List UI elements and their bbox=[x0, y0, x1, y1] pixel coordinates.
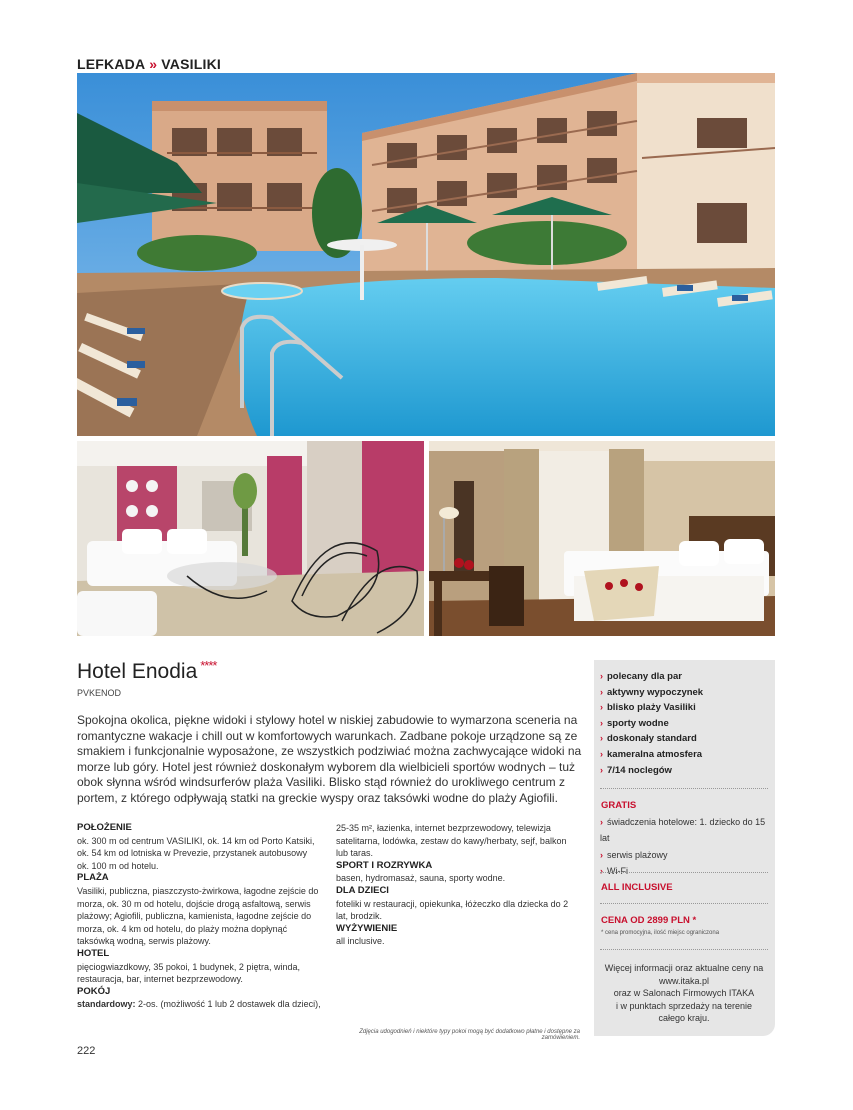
breadcrumb-region: LEFKADA bbox=[77, 56, 146, 72]
page-number: 222 bbox=[77, 1045, 96, 1057]
chevron-right-icon: › bbox=[600, 817, 603, 827]
hotel-name: Hotel Enodia bbox=[77, 660, 198, 683]
feature-list bbox=[600, 669, 703, 778]
rooms-label: standardowy: bbox=[77, 999, 136, 1010]
feature-label: sporty wodne bbox=[607, 717, 669, 729]
star-rating: **** bbox=[200, 658, 217, 673]
feature-item bbox=[600, 763, 703, 779]
feature-label: 7/14 noclegów bbox=[607, 764, 672, 776]
contact-line: oraz w Salonach Firmowych ITAKA bbox=[613, 988, 755, 999]
sport-text: basen, hydromasaż, sauna, sporty wodne. bbox=[336, 873, 506, 884]
beach-text: Vasiliki, publiczna, piaszczysto-żwirkowa, łagodne zejście do morza, ok. 30 m od hotelu, dojście drogą asfaltową, serwis plażowy; Agiofili, publiczna, kamienista, łagodne zejście do morza, ok. 4 km od hotelu, do plaży można dopłynąć taksówką wodną, serwis plażowy. bbox=[77, 885, 319, 947]
gratis-label: świadczenia hotelowe: 1. dziecko do 15 lat bbox=[600, 817, 766, 844]
contact-line: Więcej informacji oraz aktualne ceny na bbox=[604, 963, 764, 973]
divider bbox=[600, 949, 768, 950]
rooms-text-start: 2-os. (możliwość 1 lub 2 dostawek dla dzieci), bbox=[138, 999, 321, 1010]
gratis-heading: GRATIS bbox=[601, 800, 637, 811]
feature-item bbox=[600, 685, 703, 701]
feature-label: polecany dla par bbox=[607, 671, 682, 682]
pool-photo bbox=[77, 73, 775, 436]
gratis-item bbox=[600, 814, 775, 847]
breadcrumb-town: VASILIKI bbox=[161, 56, 221, 72]
feature-label: blisko plaży Vasiliki bbox=[607, 702, 696, 714]
location-text: ok. 300 m od centrum VASILIKI, ok. 14 km od Porto Katsiki, ok. 54 km od lotniska w Prevezie, przystanek autobusowy ok. 100 m od hotelu. bbox=[77, 835, 315, 871]
contact-info bbox=[600, 962, 768, 1025]
food-text: all inclusive. bbox=[336, 936, 385, 947]
feature-item bbox=[600, 747, 703, 763]
details-column-left bbox=[77, 822, 321, 1011]
hotel-text: pięciogwiazdkowy, 35 pokoi, 1 budynek, 2 piętra, winda, restauracja, bar, internet bezprzewodowy. bbox=[77, 961, 300, 985]
footnote: Zdjęcia udogodnień i niektóre typy pokoi mogą być dodatkowo płatne i dostępne za zamówieniem. bbox=[359, 1029, 580, 1041]
lobby-photo bbox=[77, 441, 424, 636]
divider bbox=[600, 903, 768, 904]
location-heading: POŁOŻENIE bbox=[77, 822, 132, 833]
feature-label: doskonały standard bbox=[607, 733, 697, 745]
chevron-right-icon: › bbox=[600, 866, 603, 877]
price-heading: CENA OD 2899 PLN * bbox=[601, 915, 697, 926]
hotel-title bbox=[77, 660, 217, 684]
kids-heading: DLA DZIECI bbox=[336, 884, 389, 896]
feature-item bbox=[600, 669, 703, 685]
breadcrumb bbox=[77, 56, 221, 72]
hotel-description: Spokojna okolica, piękne widoki i stylowy hotel w niskiej zabudowie to wymarzona sceneria na romantyczne wakacje i chill out w komfortowych warunkach. Zadbane pokoje urządzone są ze smakiem i funkcjonalnie wyposażone, ze wszystkich podziwiać można zachwycające widoki na morze lub góry. Hotel jest również doskonałym wyborem dla wielbicieli sportów wodnych – tuż obok słynna wśród windsurferów plaża Vasiliki. Blisko stąd również do urokliwego centrum z portem, z którego odpływają statki na greckie wyspy oraz taksówki wodne do plaży Agiofili. bbox=[77, 713, 582, 805]
chevron-right-icon: › bbox=[600, 748, 603, 759]
hotel-code: PVKENOD bbox=[77, 688, 122, 698]
chevron-right-icon: › bbox=[600, 764, 603, 775]
sport-heading: SPORT I ROZRYWKA bbox=[336, 859, 433, 871]
breadcrumb-separator: » bbox=[149, 56, 158, 72]
offer-sidebar bbox=[594, 660, 775, 1036]
gratis-label: Wi-Fi bbox=[607, 866, 628, 877]
rooms-heading: POKÓJ bbox=[77, 985, 111, 997]
bedroom-photo bbox=[429, 441, 775, 636]
price-note: * cena promocyjna, ilość miejsc ograniczona bbox=[601, 930, 720, 936]
contact-line: i w punktach sprzedaży na terenie bbox=[615, 1000, 753, 1011]
chevron-right-icon: › bbox=[600, 671, 603, 681]
website-link[interactable]: www.itaka.pl bbox=[658, 975, 710, 986]
gratis-label: serwis plażowy bbox=[607, 849, 668, 860]
chevron-right-icon: › bbox=[600, 686, 603, 697]
chevron-right-icon: › bbox=[600, 849, 603, 860]
chevron-right-icon: › bbox=[600, 717, 603, 728]
feature-label: aktywny wypoczynek bbox=[607, 686, 704, 698]
beach-heading: PLAŻA bbox=[77, 872, 109, 884]
details-column-right bbox=[336, 822, 580, 948]
feature-item bbox=[600, 700, 703, 716]
hotel-heading: HOTEL bbox=[77, 947, 110, 959]
rooms-text-continued: 25-35 m², łazienka, internet bezprzewodowy, telewizja satelitarna, lodówka, zestaw do kawy/herbaty, sejf, balkon lub taras. bbox=[336, 823, 567, 859]
gratis-item bbox=[600, 847, 775, 863]
rooms-text bbox=[77, 998, 321, 1011]
food-heading: WYŻYWIENIE bbox=[336, 922, 398, 934]
feature-item bbox=[600, 731, 703, 747]
contact-line: całego kraju. bbox=[658, 1013, 710, 1024]
kids-text: foteliki w restauracji, opiekunka, łóżeczko dla dziecka do 2 lat, brodzik. bbox=[336, 898, 569, 922]
board-heading: ALL INCLUSIVE bbox=[601, 882, 673, 893]
chevron-right-icon: › bbox=[600, 702, 603, 713]
feature-item bbox=[600, 716, 703, 732]
feature-label: kameralna atmosfera bbox=[607, 748, 703, 760]
divider bbox=[600, 788, 768, 789]
chevron-right-icon: › bbox=[600, 733, 603, 744]
gratis-list bbox=[600, 814, 775, 880]
divider bbox=[600, 872, 768, 873]
